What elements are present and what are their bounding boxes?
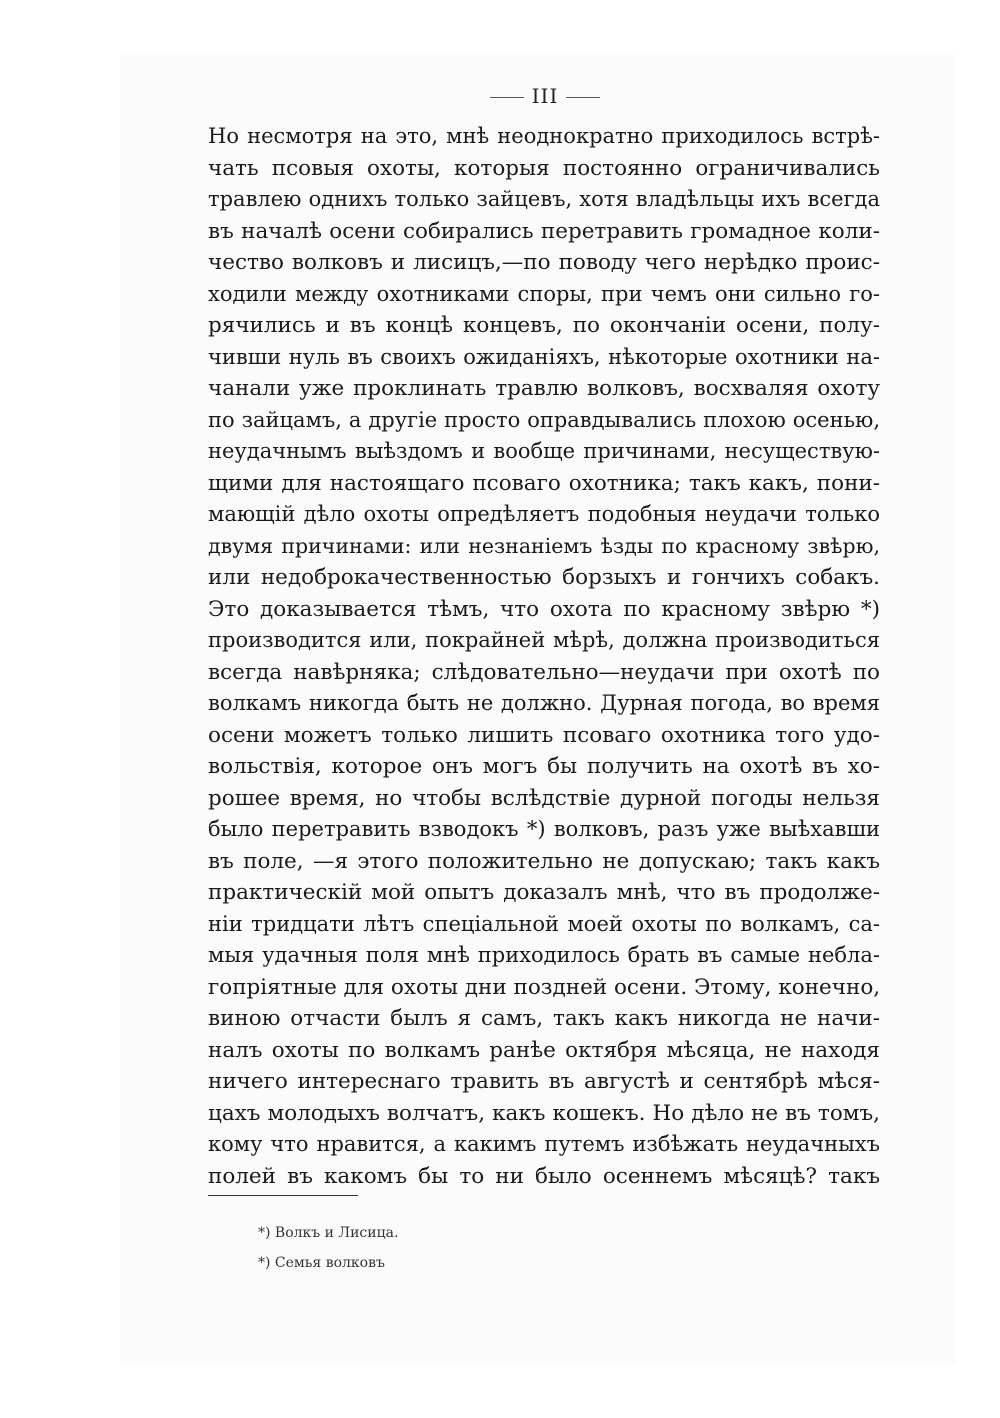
text-line: Но несмотря на это, мнѣ неоднократно приходилось встрѣ- bbox=[208, 124, 880, 148]
text-line: практическій мой опытъ доказалъ мнѣ, что въ продолже- bbox=[208, 880, 880, 905]
text-line: осени можетъ только лишить псоваго охотника того удо- bbox=[208, 722, 880, 748]
text-line: всегда навѣрняка; слѣдовательно—неудачи при охотѣ по bbox=[208, 659, 880, 685]
page-number: III bbox=[531, 84, 559, 108]
text-line: ничего интереснаго травить въ августѣ и сентябрѣ мѣся- bbox=[208, 1069, 880, 1094]
text-line: кому что нравится, а какимъ путемъ избѣжать неудачныхъ bbox=[208, 1132, 880, 1156]
header-dash-left bbox=[490, 97, 524, 98]
text-line: ходили между охотниками споры, при чемъ они сильно го- bbox=[208, 281, 880, 306]
text-line: чество волковъ и лисицъ,—по поводу чего нерѣдко проис- bbox=[208, 250, 880, 275]
text-line: или недоброкачественностью борзыхъ и гончихъ собакъ. bbox=[208, 565, 880, 590]
text-line: неудачнымъ выѣздомъ и вообще причинами, несуществую- bbox=[208, 439, 880, 463]
footnote-divider bbox=[208, 1195, 358, 1196]
text-line: двумя причинами: или незнаніемъ ѣзды по красному звѣрю, bbox=[208, 533, 880, 558]
text-line: щими для настоящаго псоваго охотника; такъ какъ, пони- bbox=[208, 470, 880, 496]
footnotes bbox=[258, 1218, 398, 1278]
text-line: было перетравить взводокъ *) волковъ, разъ уже выѣхавши bbox=[208, 817, 880, 841]
text-line: рячились и въ концѣ концевъ, по окончаніи осени, полу- bbox=[208, 313, 880, 338]
header-dash-right bbox=[566, 97, 600, 98]
text-line: мыя удачныя поля мнѣ приходилось брать въ самые небла- bbox=[208, 943, 880, 967]
text-line: вольствія, которое онъ могъ бы получить на охотѣ въ хо- bbox=[208, 754, 880, 779]
text-line: чать псовыя охоты, которыя постоянно ограничивались bbox=[208, 155, 880, 181]
text-line: по зайцамъ, а другіе просто оправдывались плохою осенью, bbox=[208, 407, 880, 432]
text-line: полей въ какомъ бы то ни было осеннемъ мѣсяцѣ? такъ bbox=[208, 1163, 880, 1189]
text-line: виною отчасти былъ я самъ, такъ какъ никогда не начи- bbox=[208, 1006, 880, 1031]
text-line: чанали уже проклинать травлю волковъ, восхваляя охоту bbox=[208, 376, 880, 401]
text-line: волкамъ никогда быть не должно. Дурная погода, во время bbox=[208, 691, 880, 715]
text-line: рошее время, но чтобы вслѣдствіе дурной погоды нельзя bbox=[208, 785, 880, 811]
text-line: производится или, покрайней мѣрѣ, должна производиться bbox=[208, 628, 880, 652]
text-line: гопріятные для охоты дни поздней осени. Этому, конечно, bbox=[208, 974, 880, 1000]
page-header bbox=[0, 84, 1000, 108]
text-line: Это доказывается тѣмъ, что охота по красному звѣрю *) bbox=[208, 596, 880, 622]
text-line: травлею однихъ только зайцевъ, хотя владѣльцы ихъ всегда bbox=[208, 187, 880, 211]
text-line: цахъ молодыхъ волчатъ, какъ кошекъ. Но дѣло не въ томъ, bbox=[208, 1100, 880, 1126]
text-line: мающій дѣло охоты опредѣляетъ подобныя неудачи только bbox=[208, 502, 880, 526]
text-line: налъ охоты по волкамъ ранѣе октября мѣсяца, не находя bbox=[208, 1037, 880, 1063]
footnote: *) Семья волковъ bbox=[258, 1255, 385, 1271]
text-line: въ началѣ осени собирались перетравить громадное коли- bbox=[208, 218, 880, 244]
footnote: *) Волкъ и Лисица. bbox=[258, 1225, 399, 1241]
text-line: чивши нуль въ своихъ ожиданіяхъ, нѣкоторые охотники на- bbox=[208, 344, 880, 369]
text-line: въ поле, —я этого положительно не допускаю; такъ какъ bbox=[208, 848, 880, 874]
body-text bbox=[208, 121, 880, 1192]
text-line: ніи тридцати лѣтъ спеціальной моей охоты по волкамъ, са- bbox=[208, 911, 880, 936]
